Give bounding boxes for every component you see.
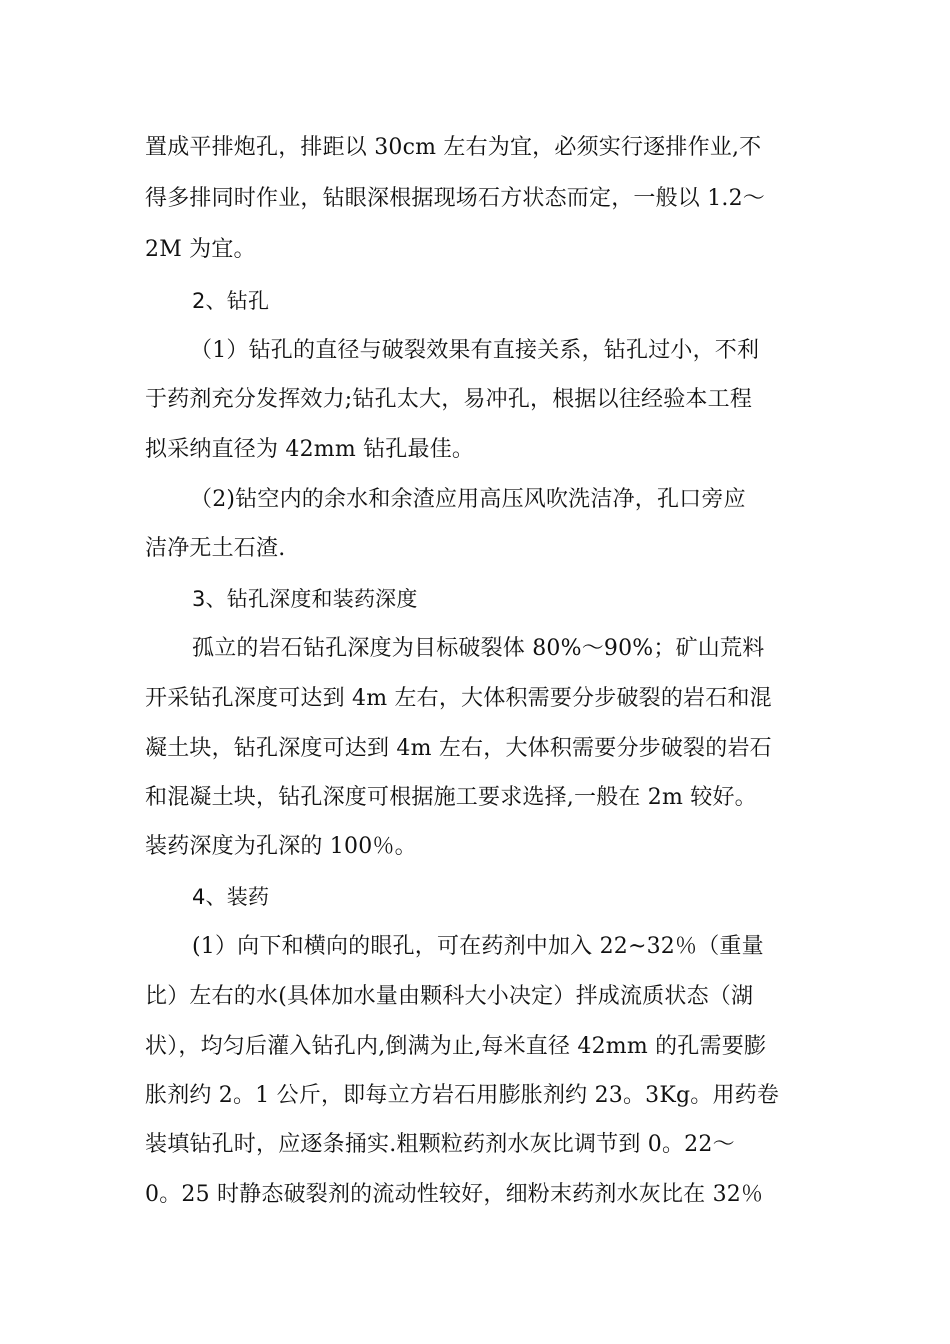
text-line: 胀剂约 2。1 公斤，即每立方岩石用膨胀剂约 23。3Kg。用药卷 (145, 1083, 780, 1108)
text-line: （1）钻孔的直径与破裂效果有直接关系，钻孔过小，不利 (190, 338, 760, 363)
text-line: 装药深度为孔深的 100％。 (145, 834, 417, 859)
section-heading: 4、装药 (192, 885, 270, 909)
text-line: 于药剂充分发挥效力;钻孔太大，易冲孔，根据以往经验本工程 (145, 387, 753, 412)
text-line: 凝土块，钻孔深度可达到 4m 左右，大体积需要分步破裂的岩石 (145, 736, 772, 761)
text-line: 得多排同时作业，钻眼深根据现场石方状态而定，一般以 1.2～ (145, 186, 765, 211)
section-heading: 2、钻孔 (192, 289, 270, 313)
text-line: 比）左右的水(具体加水量由颗科大小决定）拌成流质状态（湖 (145, 984, 754, 1009)
text-line: 拟采纳直径为 42mm 钻孔最佳。 (145, 437, 475, 462)
text-line: 洁净无土石渣. (145, 536, 286, 561)
text-line: 2M 为宜。 (145, 237, 256, 262)
text-line: （2)钻空内的余水和余渣应用高压风吹洗洁净，孔口旁应 (190, 487, 746, 512)
text-line: 和混凝土块，钻孔深度可根据施工要求选择,一般在 2m 较好。 (145, 785, 757, 810)
text-line: 孤立的岩石钻孔深度为目标破裂体 80%～90%；矿山荒料 (192, 636, 765, 661)
section-heading: 3、钻孔深度和装药深度 (192, 587, 418, 611)
text-line: 置成平排炮孔，排距以 30cm 左右为宜，必须实行逐排作业,不 (145, 135, 762, 160)
text-line: (1）向下和横向的眼孔，可在药剂中加入 22~32％（重量 (192, 934, 764, 959)
text-line: 0。25 时静态破裂剂的流动性较好，细粉末药剂水灰比在 32％ (145, 1182, 764, 1207)
text-line: 开采钻孔深度可达到 4m 左右，大体积需要分步破裂的岩石和混 (145, 686, 772, 711)
text-line: 状），均匀后灌入钻孔内,倒满为止,每米直径 42mm 的孔需要膨 (145, 1034, 767, 1059)
text-line: 装填钻孔时，应逐条捅实.粗颗粒药剂水灰比调节到 0。22～ (145, 1132, 735, 1157)
